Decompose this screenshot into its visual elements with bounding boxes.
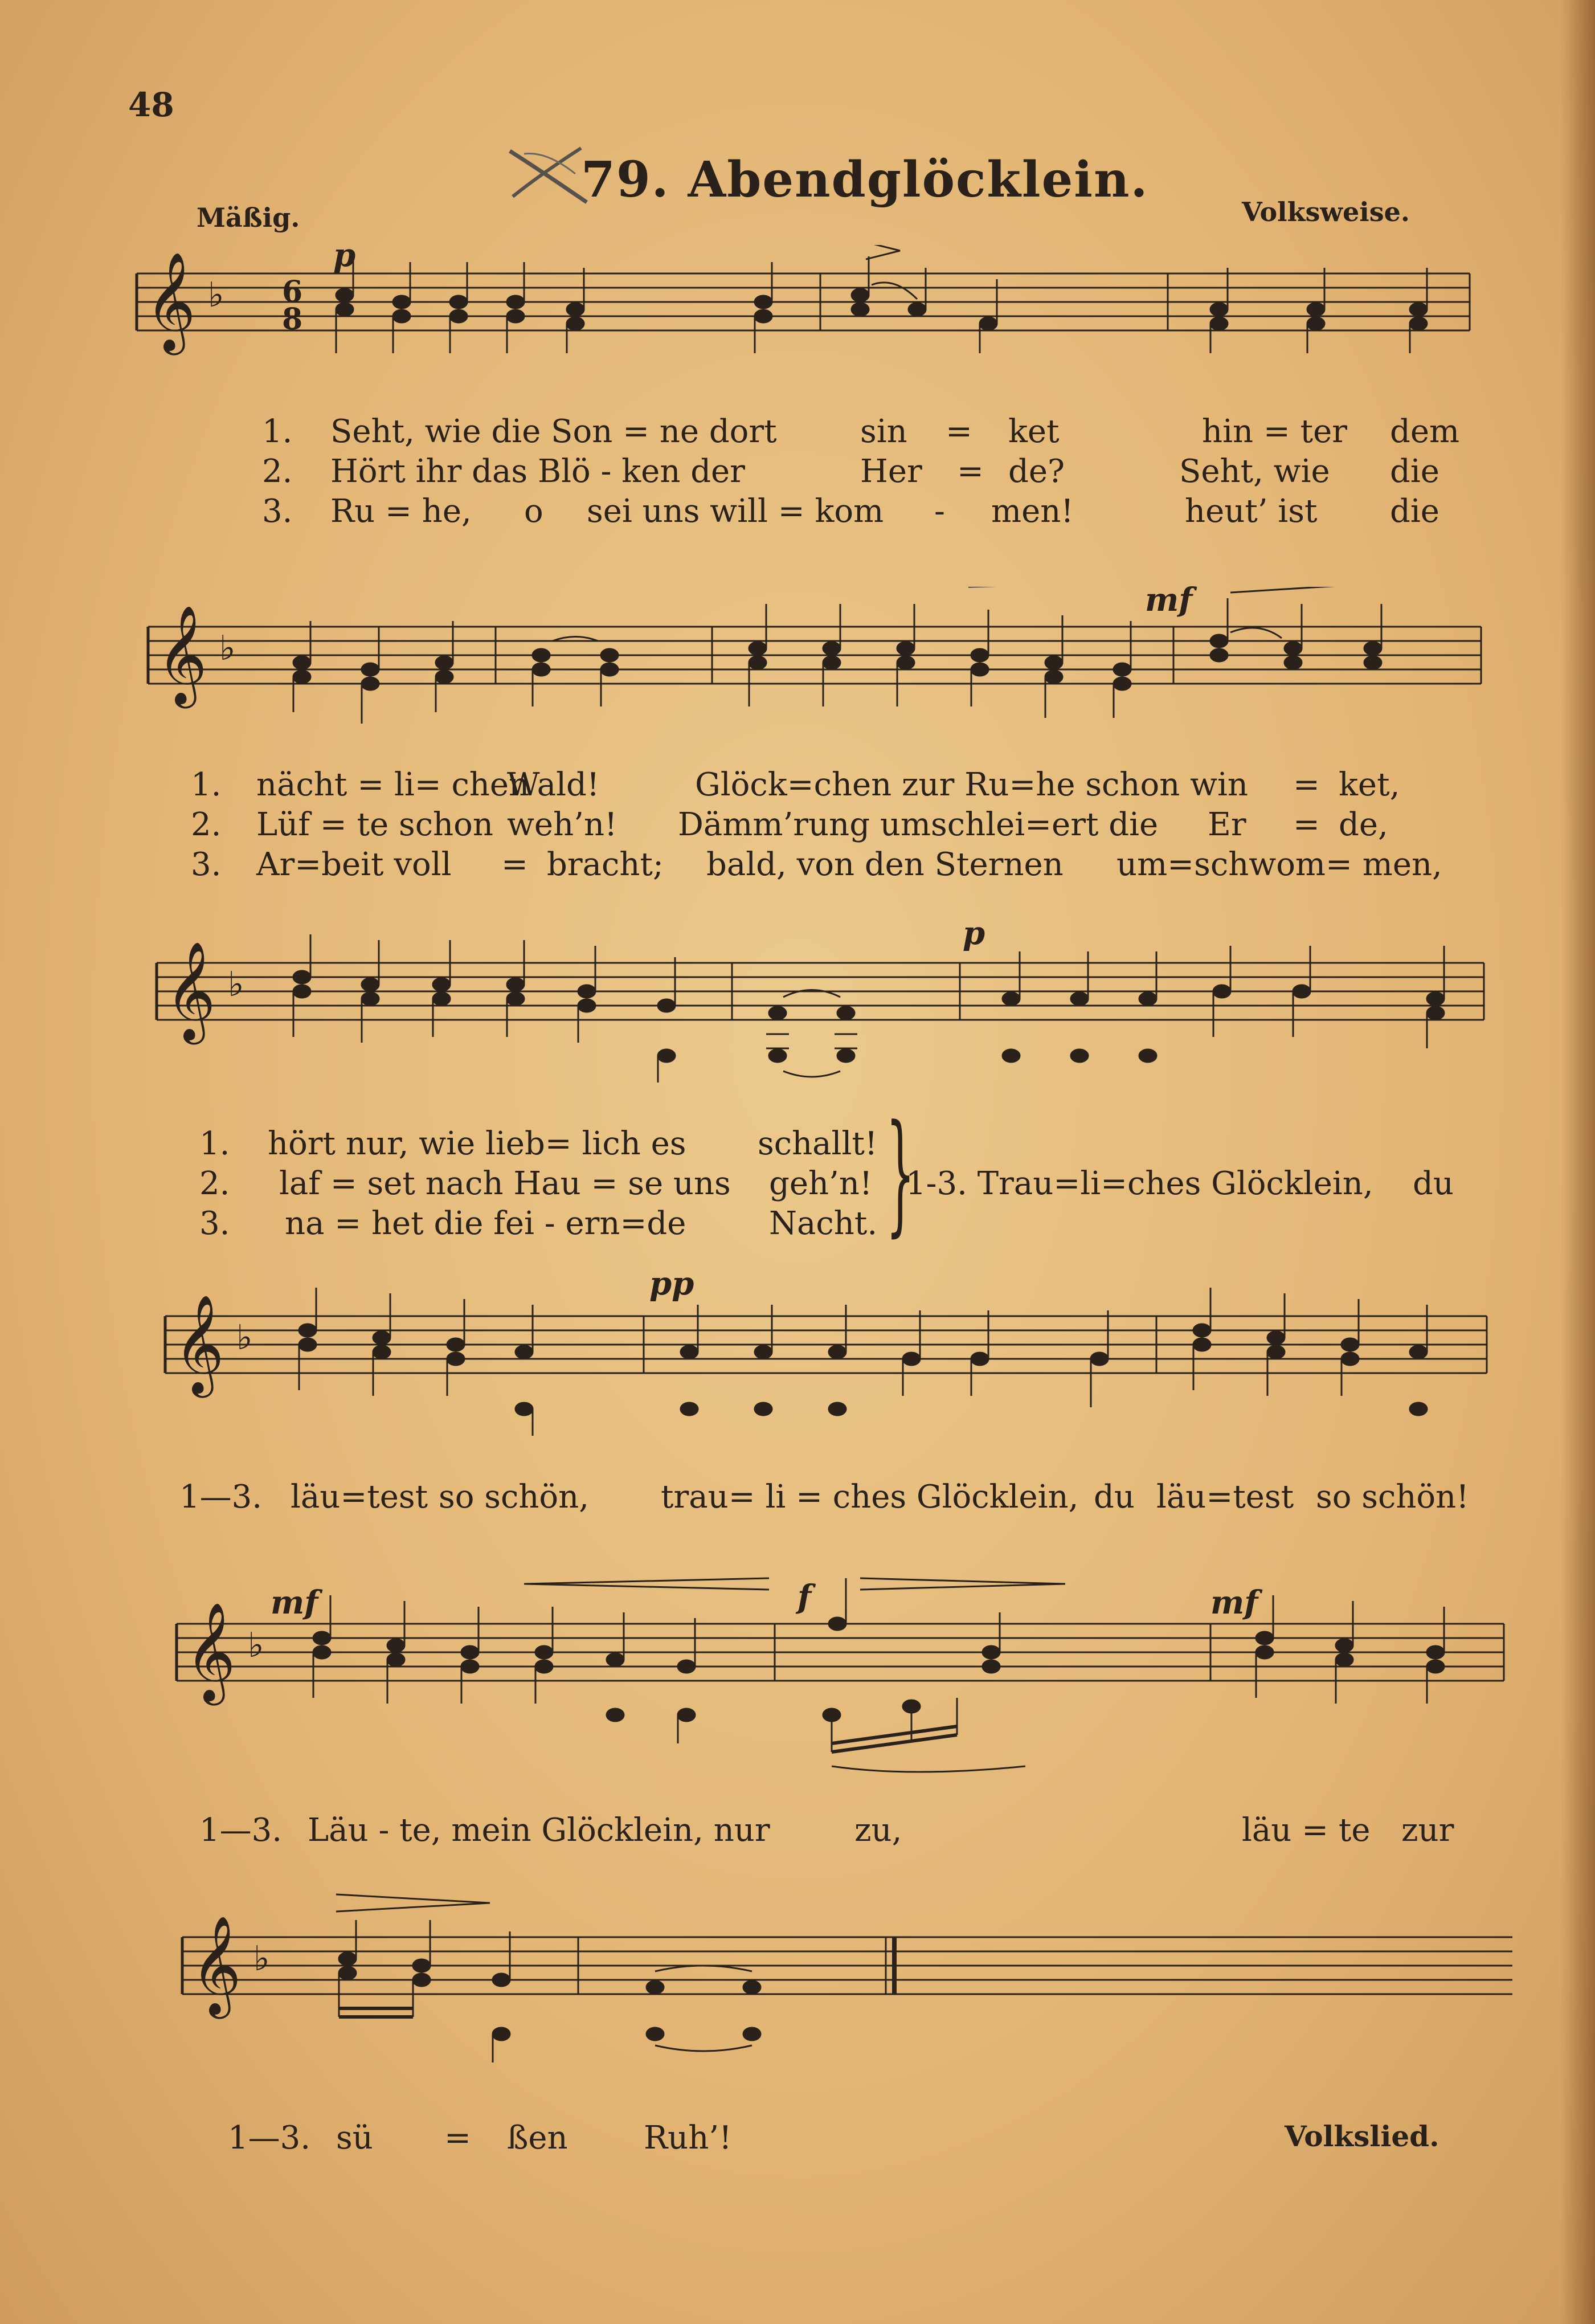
treble-clef-icon: 𝄞	[165, 941, 216, 1040]
lyric-text: trau= li = ches Glöcklein,	[661, 1478, 1079, 1516]
composer-credit: Volksweise.	[1242, 197, 1410, 227]
music-system-2	[142, 581, 1487, 758]
lyric-text: Wald!	[507, 766, 600, 803]
lyric-text: die	[1390, 453, 1439, 490]
lyric-text: sin	[860, 413, 907, 450]
lyric-text: schallt!	[758, 1125, 878, 1162]
refrain-lyric: 1-3. Trau=li=ches Glöcklein,	[906, 1165, 1373, 1202]
lyric-text: läu=test	[1156, 1478, 1294, 1516]
verse-number: 1.	[262, 413, 293, 450]
lyric-hyphen: =	[444, 2119, 471, 2156]
lyric-text: laf = set nach Hau = se uns	[279, 1165, 731, 1202]
lyric-text: Seht, wie die Son = ne dort	[330, 413, 777, 450]
dynamic-forte: f	[798, 1578, 812, 1616]
dynamic-mezzoforte: mf	[1210, 1584, 1258, 1622]
lyric-text: ket,	[1339, 766, 1400, 803]
flat-key-signature-icon: ♭	[248, 1625, 264, 1665]
dynamic-pianissimo: pp	[649, 1265, 694, 1302]
treble-clef-icon: 𝄞	[145, 252, 196, 351]
lyric-text: sei uns will = kom	[587, 493, 884, 530]
verse-number: 1—3.	[179, 1478, 263, 1516]
lyric-text: na = het die fei - ern=de	[285, 1205, 686, 1242]
lyric-text: sü	[336, 2119, 373, 2156]
svg-text:6: 6	[282, 275, 303, 309]
page-number: 48	[128, 85, 174, 124]
verse-number: 2.	[191, 806, 222, 843]
verse-number: 3.	[262, 493, 293, 530]
lyric-text: heut’ ist	[1185, 493, 1318, 530]
lyric-hyphen: -	[934, 493, 945, 530]
lyric-text: Seht, wie	[1179, 453, 1330, 490]
flat-key-signature-icon: ♭	[236, 1318, 253, 1358]
tempo-marking: Mäßig.	[197, 202, 300, 233]
lyric-text: du	[1413, 1165, 1454, 1202]
flat-key-signature-icon: ♭	[219, 628, 236, 668]
verse-number: 1.	[199, 1125, 230, 1162]
staff-system-4	[160, 1276, 1504, 1464]
lyric-text: so schön!	[1316, 1478, 1469, 1516]
lyric-hyphen: =	[957, 453, 984, 490]
svg-text:8: 8	[282, 302, 303, 337]
music-system-4	[160, 1265, 1504, 1464]
music-system-1	[131, 236, 1475, 393]
music-system-6	[177, 1874, 1521, 2080]
verse-number: 1.	[191, 766, 222, 803]
music-system-5	[171, 1561, 1515, 1800]
source-credit: Volkslied.	[1285, 2119, 1439, 2153]
lyric-text: so schön,	[439, 1478, 590, 1516]
treble-clef-icon: 𝄞	[191, 1915, 242, 2015]
verse-number: 2.	[199, 1165, 230, 1202]
verse-number: 3.	[191, 846, 222, 883]
lyric-text: Lüf = te schon	[256, 806, 493, 843]
song-title: 79. Abendglöcklein.	[581, 151, 1149, 209]
lyric-text: geh’n!	[769, 1165, 873, 1202]
lyric-text: hört nur, wie lieb= lich es	[268, 1125, 686, 1162]
staff-system-3	[151, 917, 1495, 1105]
lyric-text: bald, von den Sternen	[706, 846, 1064, 883]
lyric-text: Her	[860, 453, 922, 490]
lyric-text: Ruh’!	[644, 2119, 732, 2156]
lyric-hyphen: =	[1293, 806, 1320, 843]
music-system-3	[151, 914, 1495, 1105]
treble-clef-icon: 𝄞	[185, 1602, 236, 1701]
dynamic-mezzoforte: mf	[271, 1584, 318, 1622]
lyric-text: men!	[991, 493, 1074, 530]
lyric-text: zur	[1401, 1812, 1454, 1849]
lyric-text: bracht;	[547, 846, 664, 883]
lyric-text: nächt = li= chen	[256, 766, 530, 803]
lyric-text: dem	[1390, 413, 1460, 450]
lyric-text: Ar=beit voll	[256, 846, 452, 883]
lyric-text: weh’n!	[507, 806, 617, 843]
flat-key-signature-icon: ♭	[253, 1939, 270, 1979]
lyric-text: Hört ihr das Blö - ken der	[330, 453, 745, 490]
lyric-text: o	[524, 493, 543, 530]
verse-brace: }	[886, 1097, 915, 1249]
flat-key-signature-icon: ♭	[208, 275, 224, 315]
lyric-text: die	[1390, 493, 1439, 530]
lyric-hyphen: =	[946, 413, 972, 450]
lyric-text: Dämm’rung umschlei=ert die	[678, 806, 1159, 843]
song-title-block	[501, 140, 1149, 219]
treble-clef-icon: 𝄞	[157, 605, 207, 704]
lyric-text: Nacht.	[769, 1205, 878, 1242]
staff-system-1	[131, 245, 1475, 393]
lyric-text: um=schwom= men,	[1116, 846, 1442, 883]
treble-clef-icon: 𝄞	[174, 1294, 224, 1394]
dynamic-piano: p	[963, 914, 985, 952]
lyric-text: läu = te	[1242, 1812, 1371, 1849]
lyric-text: Er	[1208, 806, 1246, 843]
lyric-text: de?	[1008, 453, 1065, 490]
verse-number: 2.	[262, 453, 293, 490]
lyric-text: ßen	[507, 2119, 568, 2156]
lyric-text: läu=test	[291, 1478, 428, 1516]
lyric-text: de,	[1339, 806, 1388, 843]
dynamic-piano: p	[333, 236, 356, 274]
lyric-text: hin = ter	[1202, 413, 1347, 450]
verse-number: 1—3.	[228, 2119, 311, 2156]
lyric-hyphen: =	[501, 846, 528, 883]
staff-system-5	[171, 1561, 1515, 1800]
page-edge-shadow	[1561, 0, 1595, 2324]
staff-system-2	[142, 587, 1487, 758]
lyric-hyphen: =	[1293, 766, 1320, 803]
handwritten-cross-mark-icon	[501, 140, 592, 208]
dynamic-mezzoforte: mf	[1145, 581, 1193, 619]
lyric-text: zu,	[854, 1812, 902, 1849]
verse-number: 3.	[199, 1205, 230, 1242]
flat-key-signature-icon: ♭	[228, 965, 244, 1004]
lyric-text: Glöck=chen zur Ru=he schon win	[695, 766, 1248, 803]
lyric-text: Ru = he,	[330, 493, 472, 530]
lyric-text: Läu - te, mein Glöcklein, nur	[308, 1812, 770, 1849]
lyric-text: du	[1094, 1478, 1135, 1516]
verse-number: 1—3.	[199, 1812, 283, 1849]
lyric-text: ket	[1008, 413, 1060, 450]
staff-system-6	[177, 1874, 1521, 2080]
